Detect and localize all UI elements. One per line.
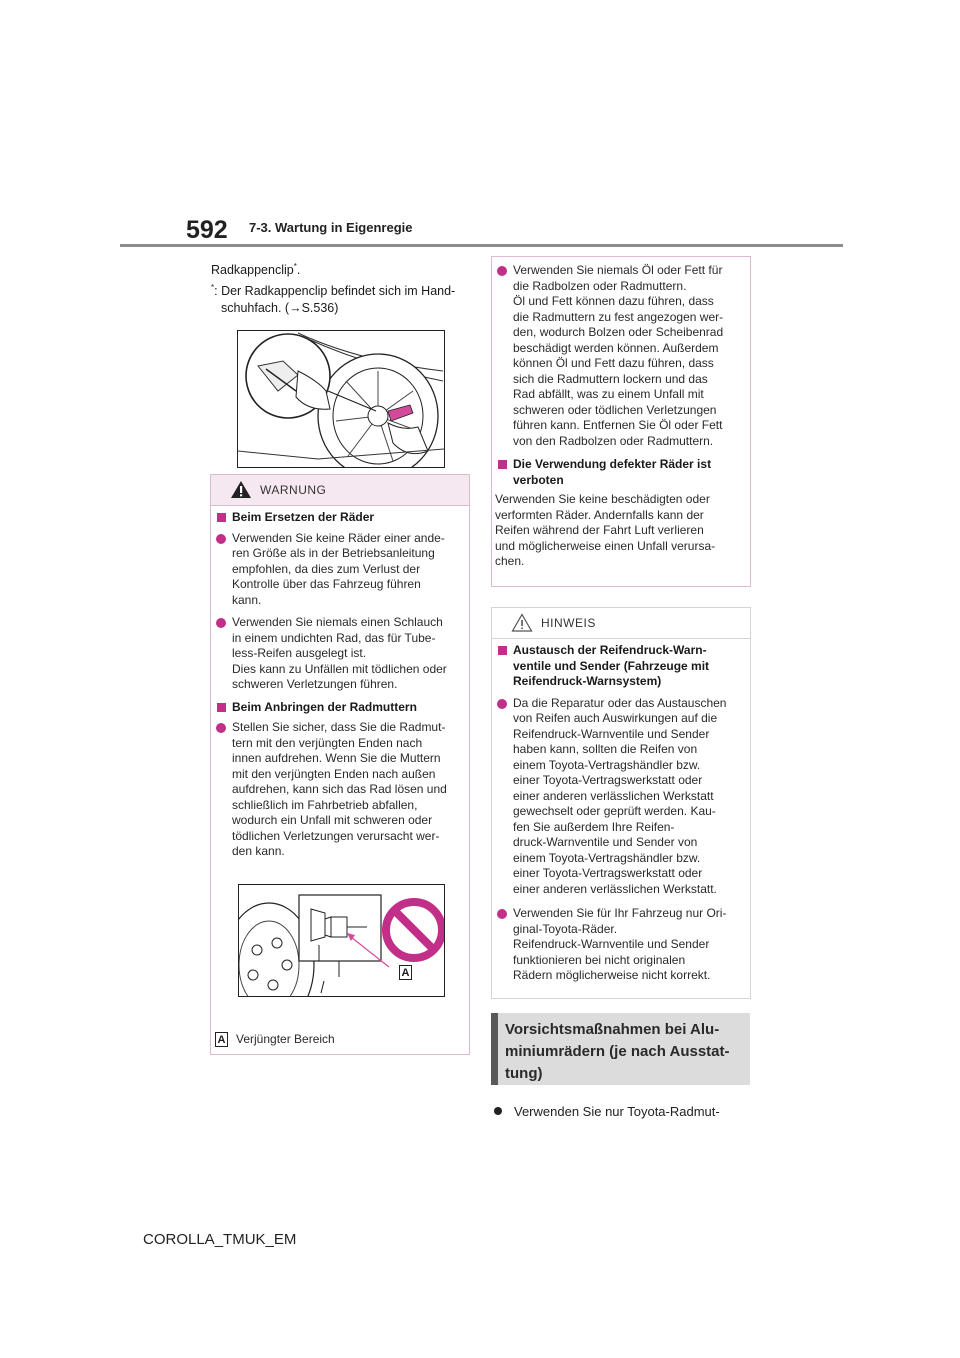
alloy-heading-text: Vorsichtsmaßnahmen bei Alu- miniumrädern (je nach Ausstat- tung): [505, 1021, 730, 1082]
notice-body: [495, 643, 747, 984]
legend-label-a: A: [215, 1032, 228, 1047]
tapered-nut-illustration: [238, 884, 445, 997]
warning-header: [211, 475, 469, 506]
footnote: *: Der Radkappenclip befindet sich im Hand-: [211, 283, 456, 299]
footnote-cont: schuhfach. (→S.536): [221, 301, 339, 316]
wheel-nut-drawing: [239, 885, 444, 996]
warning-title: WARNUNG: [260, 483, 327, 497]
notice-heading: Austausch der Reifendruck-Warn- ventile und Sender (Fahrzeuge mit Reifendruck-Warnsystem): [495, 643, 747, 690]
warning-cont-body: [495, 263, 747, 570]
warning-continuation-box: [491, 256, 751, 587]
legend-text: Verjüngter Bereich: [236, 1032, 335, 1046]
warning-heading-1: Beim Ersetzen der Räder: [214, 510, 466, 526]
warning-cont-bullet-1: Verwenden Sie niemals Öl oder Fett für die Radbolzen oder Radmuttern. Öl und Fett können dazu führen, dass die Radmuttern zu fest angezogen wer- den, wodurch Bolzen oder Scheibenrad beschädigt werden können. Außerdem können Öl und Fett dazu führen, dass sich die Radmuttern lockern und das Rad abfällt, was zu einem Unfall mit schweren oder tödlichen Verletzungen führen kann. Entfernen Sie Öl oder Fett von den Radbolzen oder Radmuttern.: [495, 263, 747, 449]
warning-cont-heading: Die Verwendung defekter Räder ist verboten: [495, 457, 747, 488]
header-rule: [120, 244, 843, 247]
warning-bullet-1: Verwenden Sie keine Räder einer ande- ren Größe als in der Betriebsanleitung empfohlen, da dies zum Verlust der Kontrolle über das Fahrzeug führen kann.: [214, 531, 466, 609]
notice-bullet-2: Verwenden Sie für Ihr Fahrzeug nur Ori- ginal-Toyota-Räder. Reifendruck-Warnventile und Sender funktionieren bei nicht originalen Rädern möglicherweise nicht korrekt.: [495, 906, 747, 984]
notice-triangle-icon: [511, 613, 533, 632]
alloy-wheels-heading: [491, 1013, 750, 1085]
hubcap-clip-illustration: [237, 330, 445, 468]
section-title: 7-3. Wartung in Eigenregie: [249, 220, 413, 235]
heading-accent-bar: [491, 1013, 498, 1085]
wheel-clip-drawing: [238, 331, 444, 467]
intro-line: Radkappenclip*.: [211, 262, 301, 278]
page-number: 592: [186, 216, 228, 244]
warning-heading-2: Beim Anbringen der Radmuttern: [214, 700, 466, 716]
notice-header: [492, 608, 750, 639]
alloy-bullet: Verwenden Sie nur Toyota-Radmut-: [494, 1104, 720, 1119]
warning-cont-paragraph: Verwenden Sie keine beschädigten oder verformten Räder. Andernfalls kann der Reifen während der Fahrt Luft verlieren und möglicherweise einen Unfall verursa- chen.: [495, 492, 716, 568]
notice-title: HINWEIS: [541, 616, 596, 630]
warning-bullet-3: Stellen Sie sicher, dass Sie die Radmut- tern mit den verjüngten Enden nach innen aufdrehen. Wenn Sie die Muttern mit den verjüngten Enden nach außen aufdrehen, kann sich das Rad lösen und schließlich im Fahrbetrieb abfallen, wodurch ein Unfall mit schweren oder tödlichen Verletzungen verursacht wer- den kann.: [214, 720, 466, 860]
notice-box: [491, 607, 751, 999]
warning-bullet-2: Verwenden Sie niemals einen Schlauch in einem undichten Rad, das für Tube- less-Reifen ausgelegt ist. Dies kann zu Unfällen mit tödlichen oder schweren Verletzungen führen.: [214, 615, 466, 693]
intro-text: [211, 258, 471, 317]
notice-bullet-1: Da die Reparatur oder das Austauschen von Reifen auch Auswirkungen auf die Reifendruck-Warnventile und Sender haben kann, sollten die Reifen von einem Toyota-Vertragshändler bzw. einer Toyota-Vertragswerkstatt oder einer anderen verlässlichen Werkstatt gewechselt oder geprüft werden. Kau- fen Sie außerdem Ihre Reifen- druck-Warnventile und Sender von einem Toyota-Vertragshändler bzw. einer Toyota-Vertragswerkstatt oder einer anderen verlässlichen Werkstatt.: [495, 696, 747, 898]
warning-triangle-icon: [230, 480, 252, 499]
footer-model-code: COROLLA_TMUK_EM: [143, 1231, 297, 1248]
warning-body: [214, 510, 466, 860]
figure-label-a: A: [399, 965, 412, 980]
